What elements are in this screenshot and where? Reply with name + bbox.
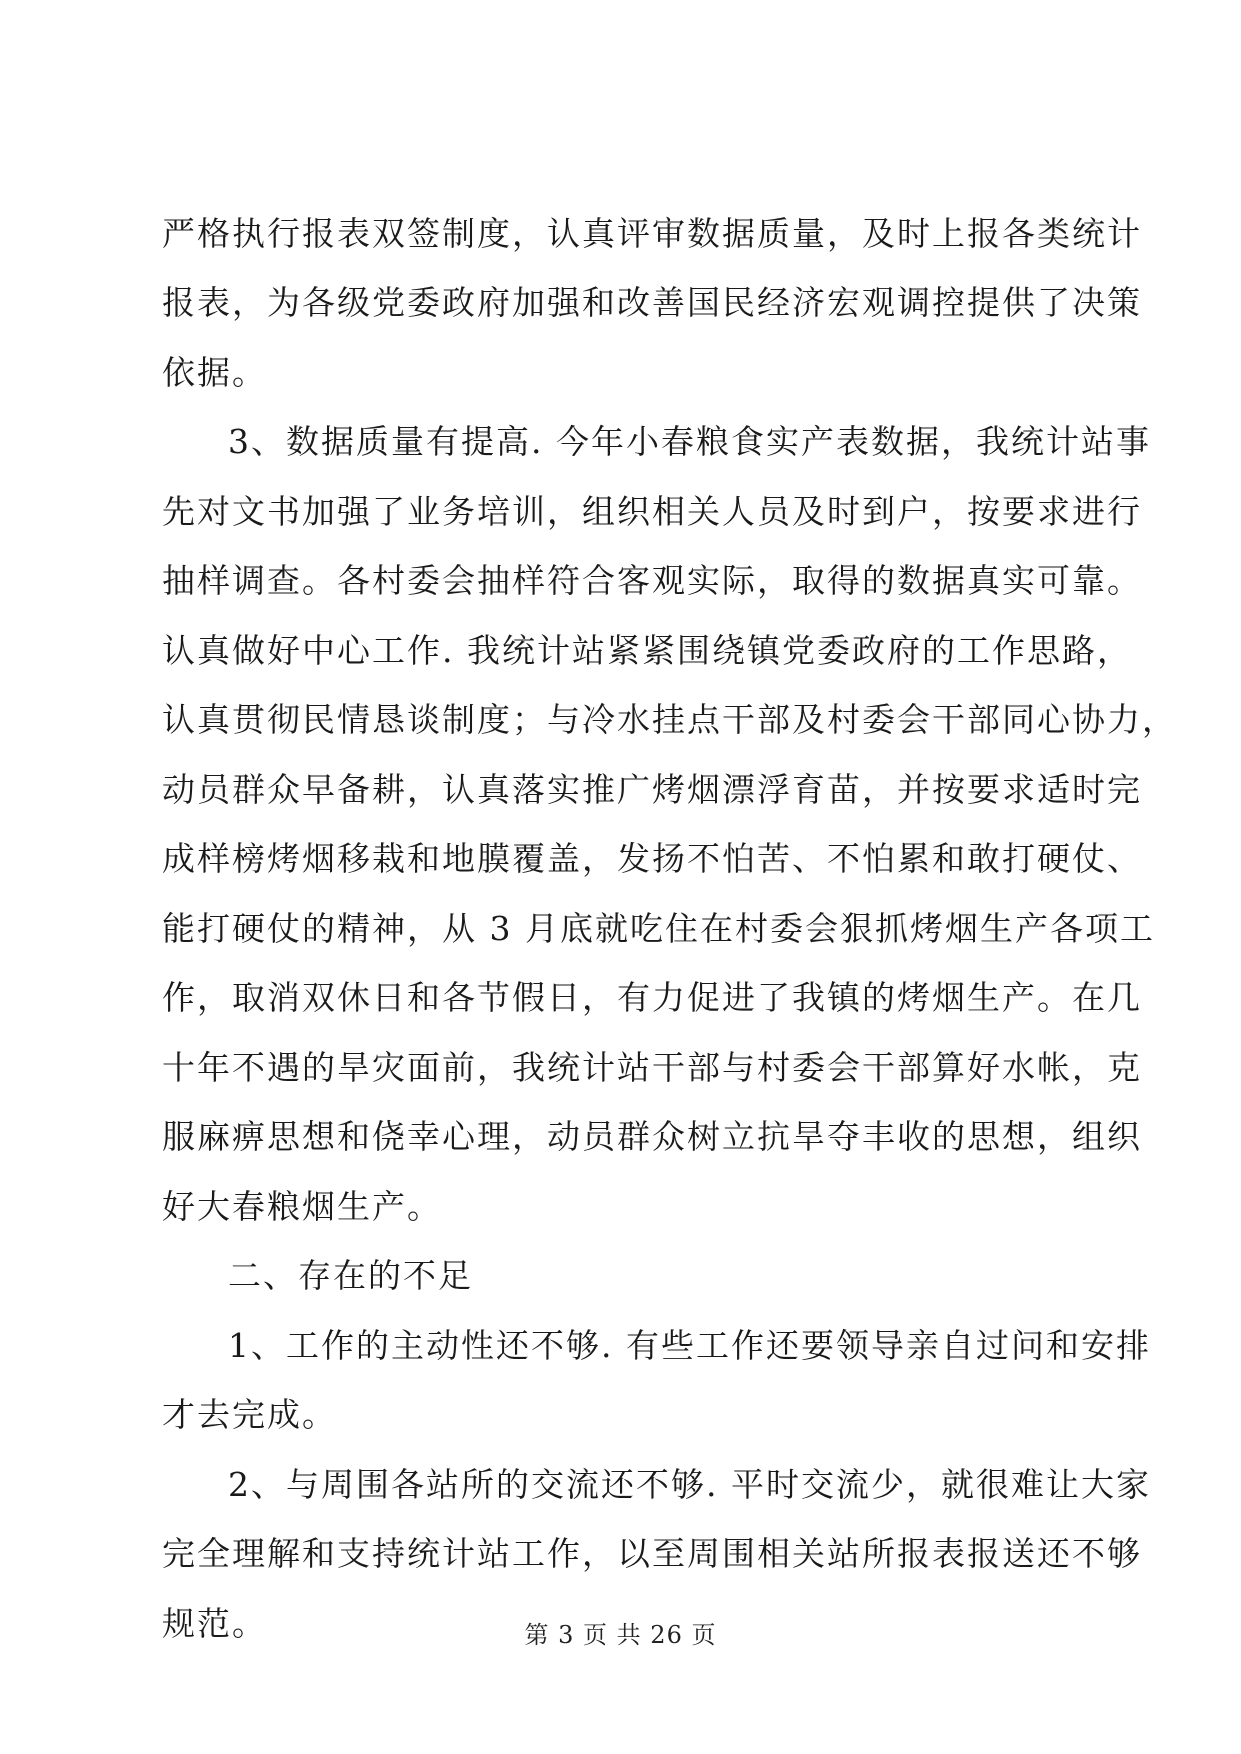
body-text-line: 规范。	[162, 1604, 267, 1643]
body-text-line: 作，取消双休日和各节假日，有力促进了我镇的烤烟生产。在几	[162, 978, 1142, 1017]
paragraph-start-line: 1、工作的主动性还不够. 有些工作还要领导亲自过问和安排	[228, 1326, 1151, 1365]
body-text-line: 严格执行报表双签制度，认真评审数据质量，及时上报各类统计	[162, 214, 1142, 253]
body-text-line: 完全理解和支持统计站工作，以至周围相关站所报表报送还不够	[162, 1534, 1142, 1573]
body-text-line: 好大春粮烟生产。	[162, 1187, 442, 1226]
body-text-line: 先对文书加强了业务培训，组织相关人员及时到户，按要求进行	[162, 492, 1142, 531]
paragraph-start-line: 3、数据质量有提高. 今年小春粮食实产表数据，我统计站事	[228, 422, 1151, 461]
section-heading: 二、存在的不足	[228, 1256, 473, 1295]
body-text-line: 成样榜烤烟移栽和地膜覆盖，发扬不怕苦、不怕累和敢打硬仗、	[162, 839, 1142, 878]
body-text-line: 依据。	[162, 353, 267, 392]
paragraph-start-line: 2、与周围各站所的交流还不够. 平时交流少，就很难让大家	[228, 1465, 1151, 1504]
body-text-line: 认真做好中心工作. 我统计站紧紧围绕镇党委政府的工作思路，	[162, 631, 1132, 670]
body-text-line: 报表，为各级党委政府加强和改善国民经济宏观调控提供了决策	[162, 283, 1142, 322]
body-text-line: 能打硬仗的精神，从 3 月底就吃住在村委会狠抓烤烟生产各项工	[162, 909, 1155, 948]
body-text-line: 抽样调查。各村委会抽样符合客观实际，取得的数据真实可靠。	[162, 561, 1142, 600]
body-text-line: 动员群众早备耕，认真落实推广烤烟漂浮育苗，并按要求适时完	[162, 770, 1142, 809]
page-number-footer: 第 3 页 共 26 页	[524, 1621, 717, 1649]
body-text-line: 才去完成。	[162, 1395, 337, 1434]
body-text-line: 认真贯彻民情恳谈制度；与冷水挂点干部及村委会干部同心协力，	[162, 700, 1177, 739]
body-text-line: 服麻痹思想和侥幸心理，动员群众树立抗旱夺丰收的思想，组织	[162, 1117, 1142, 1156]
body-text-line: 十年不遇的旱灾面前，我统计站干部与村委会干部算好水帐，克	[162, 1048, 1142, 1087]
